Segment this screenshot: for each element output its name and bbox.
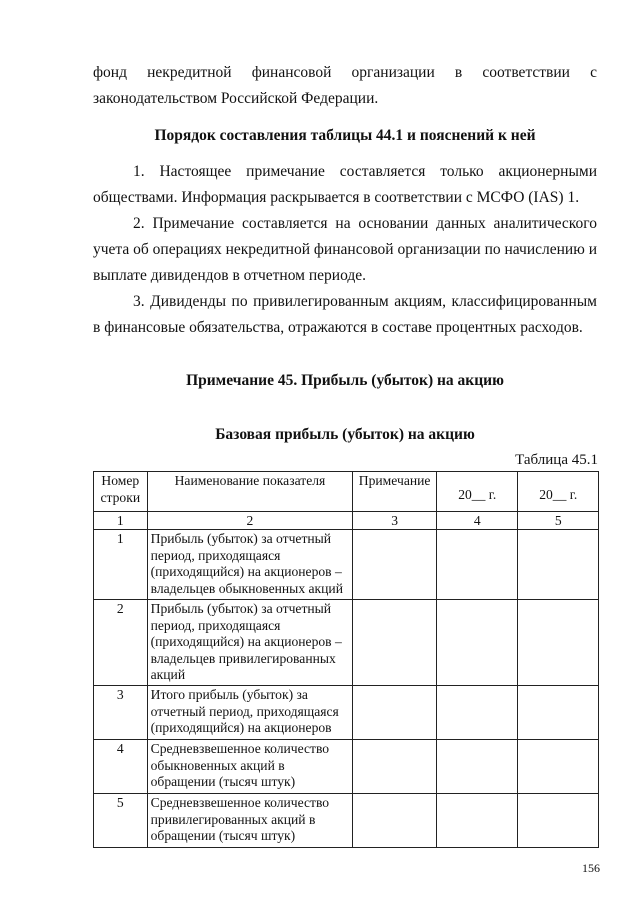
row-indicator: Прибыль (убыток) за отчетный период, приходящаяся (приходящийся) на акционеров – владельцев обыкновенных акций bbox=[147, 530, 353, 600]
row-number: 3 bbox=[94, 686, 148, 740]
paragraph-continuation-line2: законодательством Российской Федерации. bbox=[93, 90, 379, 107]
header-note: Примечание bbox=[353, 472, 437, 512]
row-year-1-cell bbox=[436, 794, 517, 848]
row-year-2-cell bbox=[518, 686, 599, 740]
row-indicator: Прибыль (убыток) за отчетный период, приходящаяся (приходящийся) на акционеров – владельцев привилегированных акций bbox=[147, 600, 353, 686]
header-year-1 bbox=[436, 472, 517, 512]
row-indicator: Итого прибыль (убыток) за отчетный период, приходящаяся (приходящийся) на акционеров bbox=[147, 686, 353, 740]
column-number: 1 bbox=[94, 512, 148, 530]
header-year-2-label: 20__ г. bbox=[539, 487, 578, 502]
page-number: 156 bbox=[582, 861, 600, 875]
row-number: 2 bbox=[94, 600, 148, 686]
row-year-1-cell bbox=[436, 740, 517, 794]
header-row-number: Номер строки bbox=[94, 472, 148, 512]
row-number: 5 bbox=[94, 794, 148, 848]
paragraph-1: 1. Настоящее примечание составляется только акционерными обществами. Информация раскрывается в соответствии с МСФО (IAS) 1. bbox=[93, 163, 597, 206]
header-year-2 bbox=[518, 472, 599, 512]
paragraph-3: 3. Дивиденды по привилегированным акциям, классифицированным в финансовые обязательства, отражаются в составе процентных расходов. bbox=[93, 293, 597, 336]
column-number-row bbox=[94, 512, 599, 530]
row-number: 1 bbox=[94, 530, 148, 600]
table-row bbox=[94, 794, 599, 848]
row-note-cell bbox=[353, 600, 437, 686]
row-year-2-cell bbox=[518, 530, 599, 600]
column-number: 3 bbox=[353, 512, 437, 530]
table-45-1 bbox=[93, 471, 599, 848]
section-heading-44-1: Порядок составления таблицы 44.1 и пояснений к ней bbox=[154, 127, 536, 144]
row-note-cell bbox=[353, 686, 437, 740]
row-year-2-cell bbox=[518, 740, 599, 794]
table-row bbox=[94, 686, 599, 740]
row-note-cell bbox=[353, 740, 437, 794]
row-year-1-cell bbox=[436, 686, 517, 740]
row-number: 4 bbox=[94, 740, 148, 794]
column-number: 5 bbox=[518, 512, 599, 530]
table-subtitle: Базовая прибыль (убыток) на акцию bbox=[215, 426, 475, 443]
row-note-cell bbox=[353, 530, 437, 600]
column-number: 2 bbox=[147, 512, 353, 530]
row-year-1-cell bbox=[436, 530, 517, 600]
column-number: 4 bbox=[436, 512, 517, 530]
row-note-cell bbox=[353, 794, 437, 848]
table-caption: Таблица 45.1 bbox=[515, 452, 598, 468]
table-row bbox=[94, 740, 599, 794]
row-indicator: Средневзвешенное количество обыкновенных акций в обращении (тысяч штук) bbox=[147, 740, 353, 794]
row-year-2-cell bbox=[518, 794, 599, 848]
row-year-1-cell bbox=[436, 600, 517, 686]
paragraph-2: 2. Примечание составляется на основании данных аналитического учета об операциях некредитной финансовой организации по начислению и выплате дивидендов в отчетном периоде. bbox=[93, 215, 597, 284]
row-indicator: Средневзвешенное количество привилегированных акций в обращении (тысяч штук) bbox=[147, 794, 353, 848]
table-row bbox=[94, 530, 599, 600]
row-year-2-cell bbox=[518, 600, 599, 686]
header-indicator-name: Наименование показателя bbox=[147, 472, 353, 512]
table-header-row bbox=[94, 472, 599, 512]
paragraph-continuation-line1: фонд некредитной финансовой организации в соответствии с bbox=[93, 64, 597, 81]
table-row bbox=[94, 600, 599, 686]
header-year-1-label: 20__ г. bbox=[458, 487, 497, 502]
note-45-title: Примечание 45. Прибыль (убыток) на акцию bbox=[186, 372, 504, 389]
